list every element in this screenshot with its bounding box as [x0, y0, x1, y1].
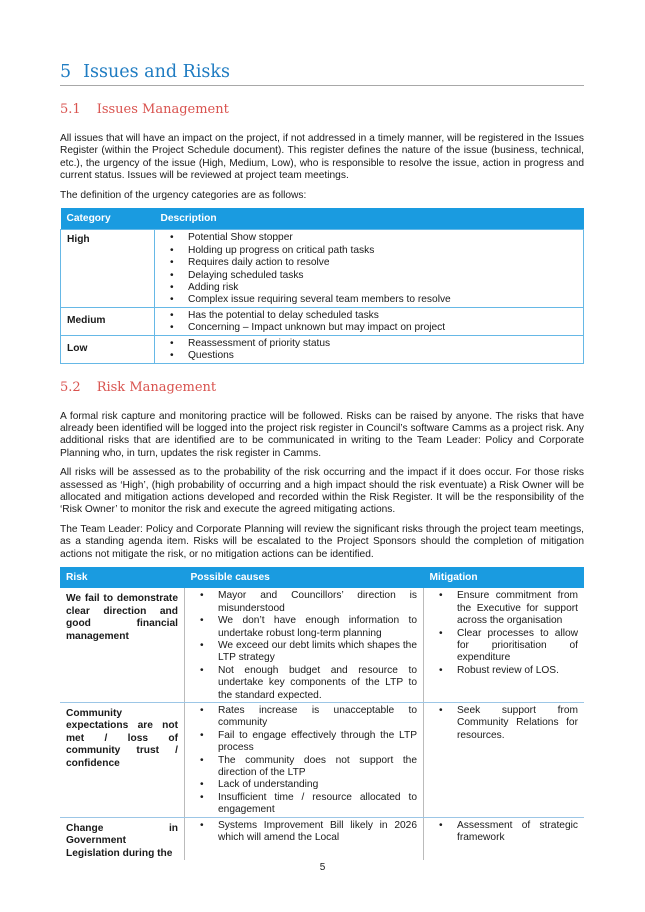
list-item: • Has the potential to delay scheduled tasks: [161, 310, 577, 322]
list-item: • Clear processes to allow for prioritisation of expenditure: [430, 628, 578, 665]
page-number: 5: [319, 862, 326, 873]
risk-cell: Community expectations are not met / loss of community trust / confidence: [60, 703, 185, 818]
column-header-description: Description: [155, 208, 584, 230]
risks-paragraph-3: The Team Leader: Policy and Corporate Planning will review the significant risks through the project team meetings, as a standing agenda item. Risks will be escalated to the Project Sponsors should the completion of mitigation actions not mitigate the risk, or no mitigation actions can be identified.: [60, 523, 584, 560]
list-item: • Assessment of strategic framework: [430, 820, 578, 845]
category-cell: Low: [61, 335, 155, 363]
description-cell: [155, 307, 584, 335]
mitigation-cell: [424, 817, 585, 860]
list-item: • We don’t have enough information to undertake robust long-term planning: [191, 615, 417, 640]
column-header-risk: Risk: [60, 567, 185, 588]
list-item: • Rates increase is unacceptable to community: [191, 705, 417, 730]
table-row: [61, 230, 584, 307]
list-item: • Robust review of LOS.: [430, 665, 578, 677]
list-item: • Systems Improvement Bill likely in 2026 which will amend the Local: [191, 820, 417, 845]
list-item: • Ensure commitment from the Executive for support across the organisation: [430, 590, 578, 627]
section-number: 5: [60, 62, 72, 82]
causes-cell: [185, 588, 424, 702]
risk-cell: We fail to demonstrate clear direction and good financial management: [60, 588, 185, 702]
category-cell: Medium: [61, 307, 155, 335]
list-item: • We exceed our debt limits which shapes the LTP strategy: [191, 640, 417, 665]
urgency-table-header: [61, 208, 584, 230]
description-cell: [155, 335, 584, 363]
list-item: • The community does not support the direction of the LTP: [191, 755, 417, 780]
urgency-table: [60, 208, 584, 363]
causes-cell: [185, 817, 424, 860]
table-row: [61, 335, 584, 363]
mitigation-cell: [424, 588, 585, 702]
table-row: [60, 588, 584, 702]
document-page: [60, 56, 584, 860]
list-item: • Delaying scheduled tasks: [161, 270, 577, 282]
category-cell: High: [61, 230, 155, 307]
mitigation-cell: [424, 703, 585, 818]
list-item: • Adding risk: [161, 282, 577, 294]
list-item: • Requires daily action to resolve: [161, 257, 577, 269]
risks-heading: [60, 380, 584, 395]
list-item: • Holding up progress on critical path tasks: [161, 245, 577, 257]
risk-cell: Change in Government Legislation during the: [60, 817, 185, 860]
risks-title: Risk Management: [96, 379, 217, 395]
issues-number: 5.1: [60, 102, 81, 117]
column-header-mitigation: Mitigation: [424, 567, 585, 588]
list-item: • Mayor and Councillors’ direction is misunderstood: [191, 590, 417, 615]
column-header-causes: Possible causes: [185, 567, 424, 588]
list-item: • Lack of understanding: [191, 779, 417, 791]
list-item: • Complex issue requiring several team members to resolve: [161, 294, 577, 306]
list-item: • Not enough budget and resource to undertake key components of the LTP to the standard expected.: [191, 665, 417, 702]
list-item: • Potential Show stopper: [161, 232, 577, 244]
list-item: • Seek support from Community Relations for resources.: [430, 705, 578, 742]
issues-paragraph-1: All issues that will have an impact on the project, if not addressed in a timely manner, will be registered in the Issues Register (within the Project Schedule document). This register defines the nature of the issue (business, technical, etc.), the urgency of the issue (High, Medium, Low), who is responsible to resolve the issue, action in progress and current status. Issues will be reviewed at project team meetings.: [60, 133, 584, 182]
risk-table-header: [60, 567, 584, 588]
issues-paragraph-2: The definition of the urgency categories are as follows:: [60, 189, 307, 201]
section-heading: [60, 62, 584, 86]
table-row: [61, 307, 584, 335]
risks-paragraph-2: All risks will be assessed as to the probability of the risk occurring and the impact if it does occur. For those risks assessed as ‘High’, (high probability of occurring and a high impact should the risk eventuate) a Risk Owner will be allocated and mitigation actions developed and recorded within the Risk Register. It will be the responsibility of the ‘Risk Owner’ to monitor the risk and execute the agreed mitigating actions.: [60, 467, 584, 516]
list-item: • Questions: [161, 350, 577, 362]
issues-title: Issues Management: [96, 102, 229, 117]
table-row: [60, 703, 584, 818]
risks-paragraph-1: A formal risk capture and monitoring practice will be followed. Risks can be raised by anyone. The risks that have already been identified will be logged into the project risk register in Council’s software Camms as a project risk. Any additional risks that are identified are to be communicated in writing to the Team Leader: Policy and Corporate Planning who, in turn, updates the risk register in Camms.: [60, 410, 584, 459]
list-item: • Insufficient time / resource allocated to engagement: [191, 792, 417, 817]
causes-cell: [185, 703, 424, 818]
table-row: [60, 817, 584, 860]
risk-table: [60, 567, 584, 860]
list-item: • Concerning – Impact unknown but may impact on project: [161, 322, 577, 334]
section-title: Issues and Risks: [83, 62, 230, 82]
risks-number: 5.2: [60, 379, 81, 395]
list-item: • Reassessment of priority status: [161, 338, 577, 350]
column-header-category: Category: [61, 208, 155, 230]
list-item: • Fail to engage effectively through the LTP process: [191, 730, 417, 755]
description-cell: [155, 230, 584, 307]
issues-heading: [60, 102, 584, 117]
